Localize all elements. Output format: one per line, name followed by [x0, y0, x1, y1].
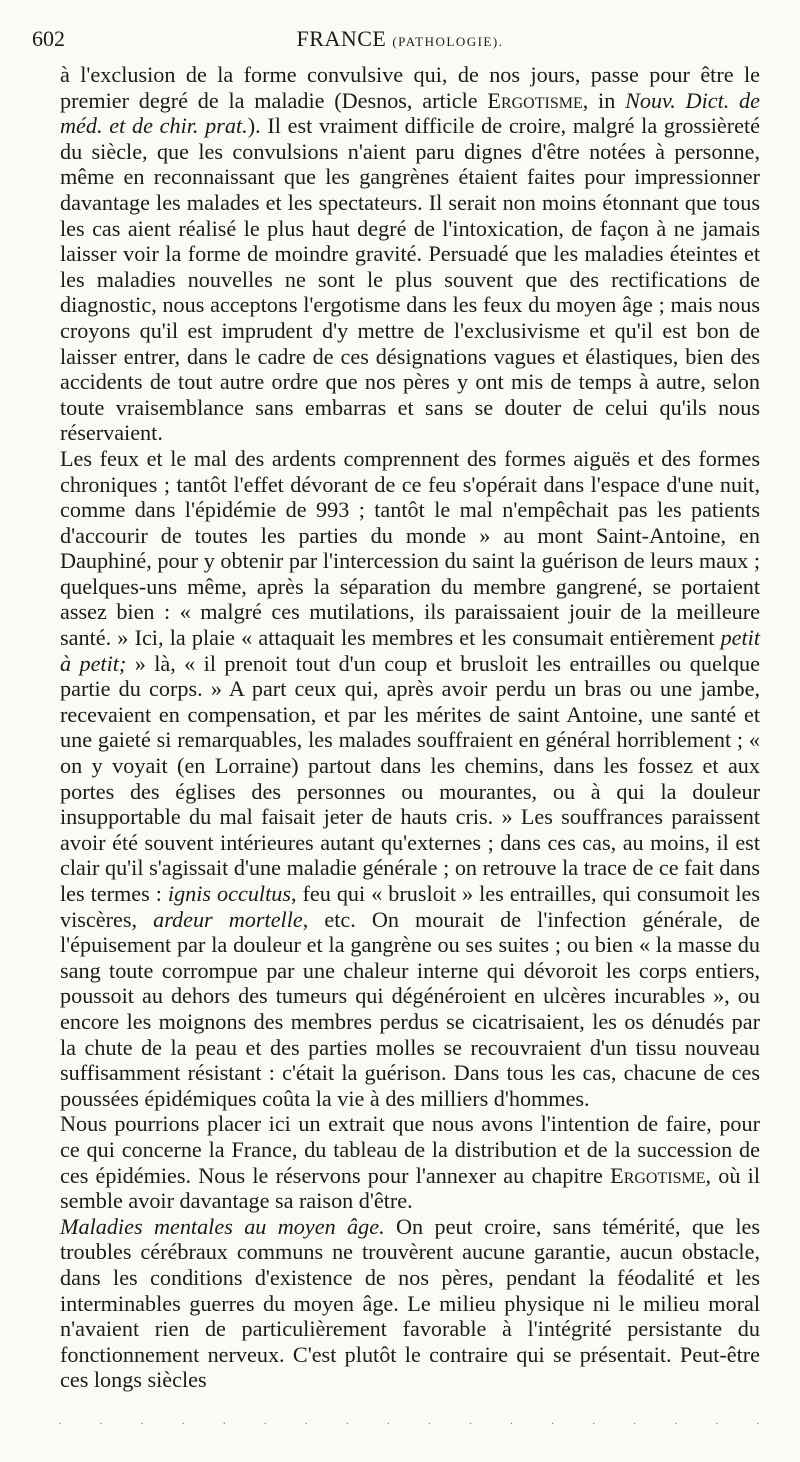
paragraph — [60, 62, 760, 446]
scan-artifact-dots: · · · · · · · · · · · · · · · · · · — [58, 1416, 760, 1430]
page-number: 602 — [32, 26, 65, 51]
text-run: , feu qui « brusloit » les entrailles, qui consumoit les viscères, — [60, 881, 760, 932]
text-run: , etc. On mourait de l'infection générale, de l'épuisement par la douleur et la gangrène ou ses suites ; ou bien « la masse du sang toute corrompue par une chaleur interne qui dévoroit les corps entiers, poussoit au dehors des tumeurs qui dégénéroient en ulcères incurables », ou encore les moignons des membres perdus se cicatrisaient, les os dénudés par la chute de la peau et des parties molles se recouvraient d'un tissu nouveau suffisamment résistant : c'était la guérison. Dans tous les cas, chacune de ces poussées épidémiques coûta la vie à des milliers d'hommes. — [60, 906, 761, 1111]
running-title-main: FRANCE — [296, 26, 387, 51]
italic-text: Maladies mentales au moyen âge. — [60, 1213, 385, 1239]
small-caps-text: Ergotisme — [487, 87, 583, 113]
text-run: Les feux et le mal des ardents comprennent des formes aiguës et des formes chroniques ; tantôt l'effet dévorant de ce feu s'opérait dans l'espace d'une nuit, comme dans l'épidémie de 993 ; tantôt le mal n'empêchait pas les patients d'accourir de toutes les parties du monde » au mont Saint-Antoine, en Dauphiné, pour y obtenir par l'intercession du saint la guérison de leurs maux ; quelques-uns même, après la séparation du membre gangrené, se portaient assez bien : « malgré ces mutilations, ils paraissaient jouir de la meilleure santé. » Ici, la plaie « attaquait les membres et les consumait entièrement — [60, 445, 760, 651]
text-run: , où il semble avoir davantage sa raison d'être. — [60, 1162, 760, 1214]
text-run: On peut croire, sans témérité, que les troubles cérébraux communs ne trouvèrent aucune garantie, aucun obstacle, dans les conditions d'existence de nos pères, pendant la féodalité et les interminables guerres du moyen âge. Le milieu physique ni le milieu moral n'avaient rien de particulièrement favorable à l'intégrité persistante du fonctionnement nerveux. C'est plutôt le contraire qui se présentait. Peut-être ces longs siècles — [60, 1213, 761, 1393]
small-caps-text: Ergotisme — [610, 1162, 706, 1188]
paragraph — [60, 1214, 760, 1393]
body-text — [60, 62, 760, 1393]
text-run: à l'exclusion de la forme convulsive qui, de nos jours, passe pour être le premier degré de la maladie (Desnos, article — [60, 62, 760, 113]
paragraph — [60, 446, 760, 1111]
italic-text: petit à petit; — [60, 625, 760, 676]
text-run: Nous pourrions placer ici un extrait que nous avons l'intention de faire, pour ce qui concerne la France, du tableau de la distribution et de la succession de ces épidémies. Nous le réservons pour l'annexer au chapitre — [60, 1111, 760, 1188]
italic-text: Nouv. Dict. de méd. et de chir. prat. — [60, 87, 760, 139]
text-run: ). Il est vraiment difficile de croire, malgré la grossièreté du siècle, que les convulsions n'aient paru dignes d'être notées à personne, même en reconnaissant que les gangrènes étaient faites pour impressionner davantage les malades et les spectateurs. Il serait non moins étonnant que tous les cas aient réalisé le plus haut degré de l'intoxication, de façon à ne jamais laisser voir la forme de moindre gravité. Persuadé que les maladies éteintes et les maladies nouvelles ne sont le plus souvent que des rectifications de diagnostic, nous acceptons l'ergotisme dans les feux du moyen âge ; mais nous croyons qu'il est imprudent d'y mettre de l'exclusivisme et qu'il est bon de laisser entrer, dans le cadre de ces désignations vagues et élastiques, bien des accidents de tout autre ordre que nos pères y ont mis de temps à autre, selon toute vraisemblance sans embarras et sans se douter de celui qu'ils nous réservaient. — [60, 113, 761, 446]
running-title-subtitle: (PATHOLOGIE). — [392, 34, 504, 49]
text-run: , in — [582, 87, 626, 113]
page-header — [32, 22, 768, 56]
paragraph — [60, 1111, 760, 1213]
running-title — [32, 22, 768, 59]
text-run: » là, « il prenoit tout d'un coup et brusloit les entrailles ou quelque partie du corps. » A part ceux qui, après avoir perdu un bras ou une jambe, recevaient en compensation, et par les mérites de saint Antoine, une santé et une gaieté si remarquables, les malades souffraient en général horriblement ; « on y voyait (en Lorraine) partout dans les chemins, dans les fossez et aux portes des églises des personnes ou mourantes, ou à qui la douleur insupportable du mal faisait jeter de hauts cris. » Les souffrances paraissent avoir été souvent intérieures autant qu'externes ; dans ces cas, au moins, il est clair qu'il s'agissait d'une maladie générale ; on retrouve la trace de ce fait dans les termes : — [60, 650, 761, 906]
italic-text: ignis occultus — [167, 881, 291, 906]
italic-text: ardeur mortelle — [153, 906, 303, 932]
